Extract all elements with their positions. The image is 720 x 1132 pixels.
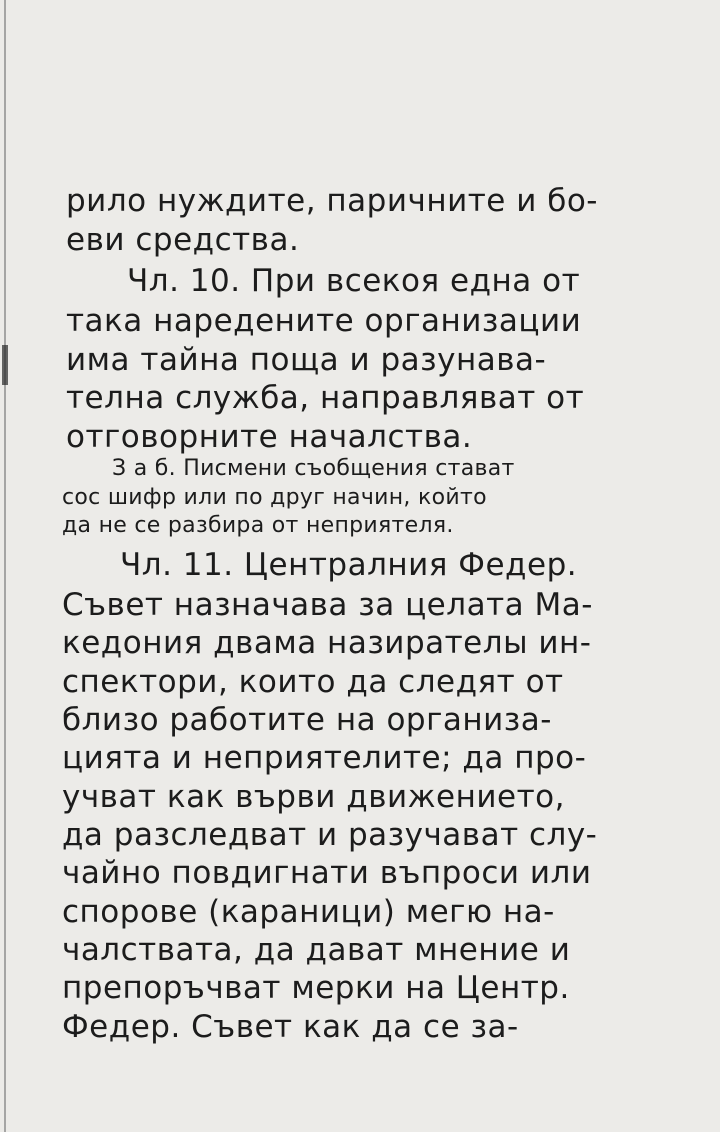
text-line-7: отговорните началства. — [66, 419, 473, 455]
text-line-3: Чл. 10. При всекоя една от — [127, 263, 581, 299]
text-line-11: спектори, които да следят от — [62, 664, 564, 700]
text-line-1: рило нуждите, паричните и бо- — [66, 183, 598, 219]
text-line-6: телна служба, направляват от — [66, 380, 585, 416]
text-line-8: Чл. 11. Централния Федер. — [120, 547, 578, 583]
text-line-12: близо работите на организа- — [62, 702, 552, 738]
text-line-5: има тайна поща и разунава- — [66, 342, 547, 378]
note-line-1: З а б. Писмени съобщения стават — [112, 456, 515, 481]
text-line-18: чалствата, да дават мнение и — [62, 932, 571, 968]
text-line-13: цията и неприятелите; да про- — [62, 740, 587, 776]
text-line-16: чайно повдигнати въпроси или — [62, 855, 592, 891]
note-line-3: да не се разбира от неприятеля. — [62, 513, 454, 538]
text-line-14: учват как върви движението, — [62, 779, 565, 815]
text-line-4: така наредените организации — [66, 303, 582, 339]
text-line-10: кедония двама назирателы ин- — [62, 625, 592, 661]
text-line-15: да разследват и разучават слу- — [62, 817, 598, 853]
text-line-19: препоръчват мерки на Центр. — [62, 970, 570, 1006]
text-line-20: Федер. Съвет как да се за- — [62, 1009, 519, 1045]
text-line-9: Съвет назначава за целата Ма- — [62, 587, 593, 623]
text-line-2: еви средства. — [66, 222, 300, 258]
note-line-2: сос шифр или по друг начин, който — [62, 485, 487, 510]
text-line-17: спорове (караници) мегю на- — [62, 894, 555, 930]
